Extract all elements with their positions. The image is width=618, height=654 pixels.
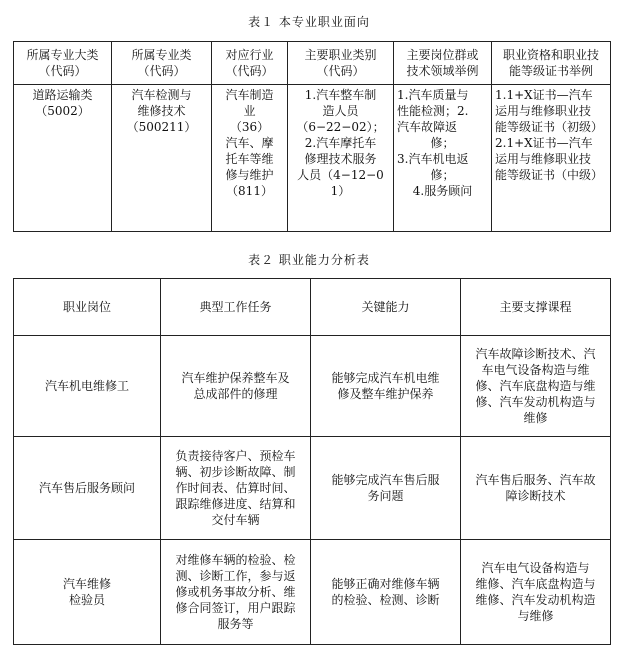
t2-header-ability: 关键能力 (311, 279, 461, 336)
table1-caption: 表１ 本专业职业面向 (248, 15, 370, 29)
t1-header-industry: 对应行业 （代码） (212, 42, 288, 85)
t2-cell-ability: 能够完成汽车机电维 修及整车维护保养 (311, 336, 461, 437)
t1-cell-post-group: 1.汽车质量与 性能检测；2. 汽车故障返 修； 3.汽车机电返 修； 4.服务顾问 (394, 85, 492, 232)
t1-header-occupation: 主要职业类别 （代码） (288, 42, 394, 85)
table-row (14, 540, 611, 645)
t2-cell-tasks: 负责接待客户、预检车 辆、初步诊断故障、制 作时间表、估算时间、 跟踪维修进度、结算和 交付车辆 (161, 437, 311, 540)
table1-data-row (14, 85, 611, 232)
t1-cell-occupation: 1.汽车整车制 造人员 （6−22−02）； 2.汽车摩托车 修理技术服务 人员（4−12−01） (288, 85, 394, 232)
t2-header-courses: 主要支撑课程 (461, 279, 611, 336)
occupation-orientation-table (13, 41, 611, 232)
t1-header-major-class: 所属专业类 （代码） (112, 42, 212, 85)
t2-cell-courses: 汽车故障诊断技术、汽 车电气设备构造与维 修、汽车底盘构造与维 修、汽车发动机构造与 维修 (461, 336, 611, 437)
table-row (14, 336, 611, 437)
t1-header-certificate: 职业资格和职业技 能等级证书举例 (492, 42, 611, 85)
t2-cell-post: 汽车维修 检验员 (14, 540, 161, 645)
t1-header-post-group: 主要岗位群或 技术领域举例 (394, 42, 492, 85)
ability-analysis-table (13, 278, 611, 645)
t1-header-major-category: 所属专业大类 （代码） (14, 42, 112, 85)
table1-header-row (14, 42, 611, 85)
t1-cell-major-category: 道路运输类 （5002） (14, 85, 112, 232)
t2-header-post: 职业岗位 (14, 279, 161, 336)
t2-cell-tasks: 对维修车辆的检验、检 测、诊断工作，参与返 修或机务事故分析、维 修合同签订，用户跟踪 服务等 (161, 540, 311, 645)
t2-cell-tasks: 汽车维护保养整车及 总成部件的修理 (161, 336, 311, 437)
t2-cell-ability: 能够正确对维修车辆 的检验、检测、诊断 (311, 540, 461, 645)
t1-cell-certificate: 1.1+X证书—汽车 运用与维修职业技 能等级证书（初级） 2.1+X证书—汽车 运用与维修职业技 能等级证书（中级） (492, 85, 611, 232)
table2-header-row (14, 279, 611, 336)
t1-cell-industry: 汽车制造 业 （36） 汽车、摩 托车等维 修与维护 （811） (212, 85, 288, 232)
t2-cell-ability: 能够完成汽车售后服 务问题 (311, 437, 461, 540)
table2-caption: 表２ 职业能力分析表 (248, 253, 370, 267)
t2-cell-post: 汽车机电维修工 (14, 336, 161, 437)
t1-cell-major-class: 汽车检测与 维修技术 （500211） (112, 85, 212, 232)
t2-cell-courses: 汽车售后服务、汽车故 障诊断技术 (461, 437, 611, 540)
t2-cell-post: 汽车售后服务顾问 (14, 437, 161, 540)
t2-cell-courses: 汽车电气设备构造与 维修、汽车底盘构造与 维修、汽车发动机构造 与维修 (461, 540, 611, 645)
table-row (14, 437, 611, 540)
t2-header-tasks: 典型工作任务 (161, 279, 311, 336)
